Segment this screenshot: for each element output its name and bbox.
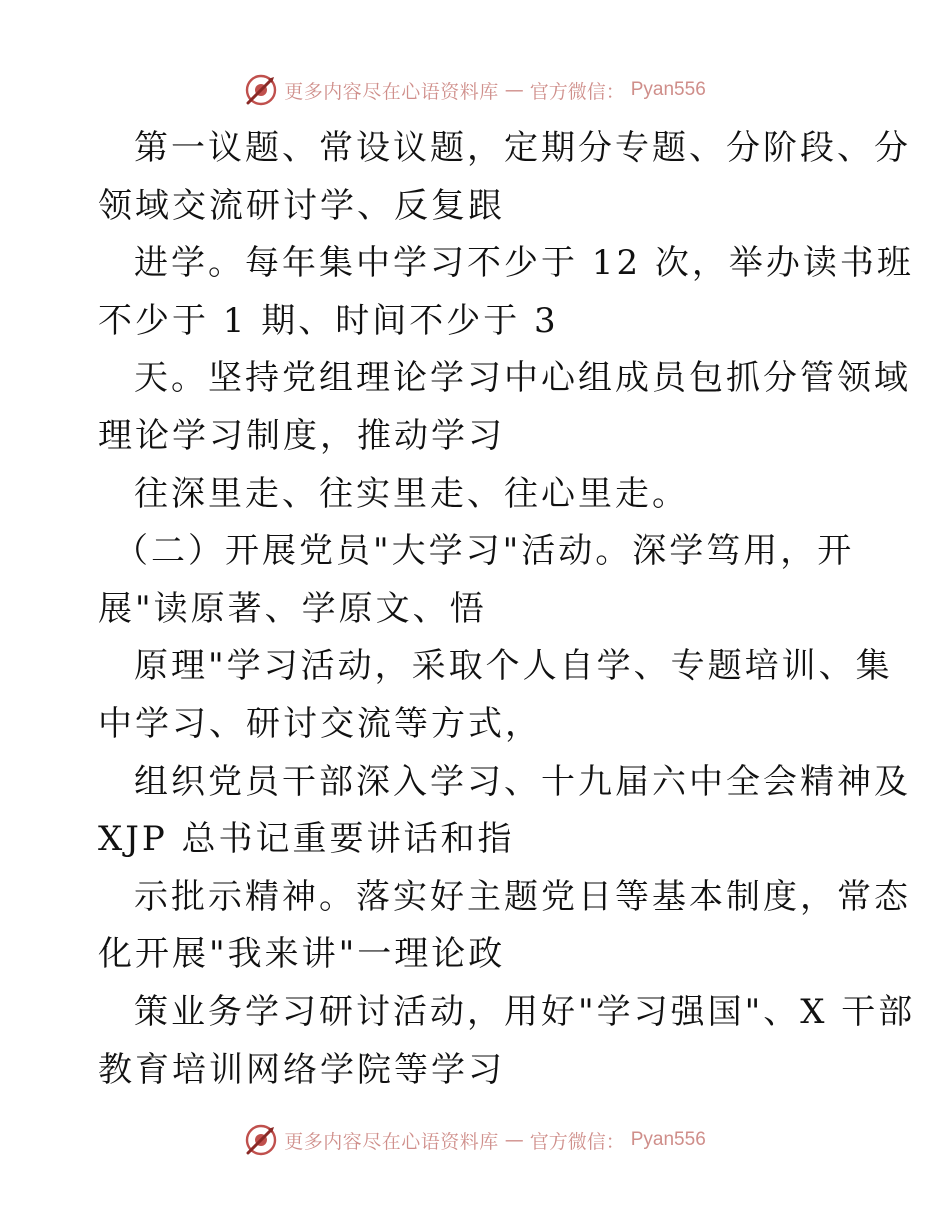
text-line: XJP 总书记重要讲话和指 <box>98 819 515 860</box>
text-line: 示批示精神。落实好主题党日等基本制度，常态 <box>134 876 911 917</box>
watermark-contact-id: Pyan556 <box>630 79 706 100</box>
brand-logo-icon <box>244 1123 278 1157</box>
watermark-dash: — <box>504 1129 524 1151</box>
watermark-contact-label: 官方微信： <box>529 1130 625 1153</box>
text-line: 化开展"我来讲"一理论政 <box>98 934 506 975</box>
text-line: 不少于 1 期、时间不少于 3 <box>98 300 559 341</box>
watermark-text: 更多内容尽在心语资料库 <box>284 80 499 103</box>
text-line: 第一议题、常设议题，定期分专题、分阶段、分 <box>134 128 911 168</box>
text-line: 教育培训网络学院等学习 <box>98 1049 505 1090</box>
text-line: 策业务学习研讨活动，用好"学习强国"、X 干部 <box>134 991 916 1032</box>
header-watermark <box>0 70 950 110</box>
text-line: （二）开展党员"大学习"活动。深学笃用，开 <box>114 531 855 572</box>
text-line: 理论学习制度，推动学习 <box>98 415 505 456</box>
text-line: 原理"学习活动，采取个人自学、专题培训、集 <box>134 646 893 687</box>
document-body <box>98 120 916 1099</box>
text-line: 进学。每年集中学习不少于 12 次，举办读书班 <box>134 243 914 284</box>
text-line: 领域交流研讨学、反复跟 <box>98 185 505 226</box>
watermark-text: 更多内容尽在心语资料库 <box>284 1130 499 1153</box>
text-line: 组织党员干部深入学习、十九届六中全会精神及 <box>134 761 911 802</box>
brand-logo-icon <box>244 73 278 107</box>
text-line: 展"读原著、学原文、悟 <box>98 588 487 629</box>
footer-watermark <box>0 1120 950 1160</box>
text-line: 往深里走、往实里走、往心里走。 <box>134 473 689 514</box>
text-line: 中学习、研讨交流等方式， <box>98 703 542 744</box>
watermark-contact-id: Pyan556 <box>630 1129 706 1150</box>
watermark-dash: — <box>504 79 524 101</box>
watermark-contact-label: 官方微信： <box>529 80 625 103</box>
text-line: 天。坚持党组理论学习中心组成员包抓分管领域 <box>134 358 911 399</box>
